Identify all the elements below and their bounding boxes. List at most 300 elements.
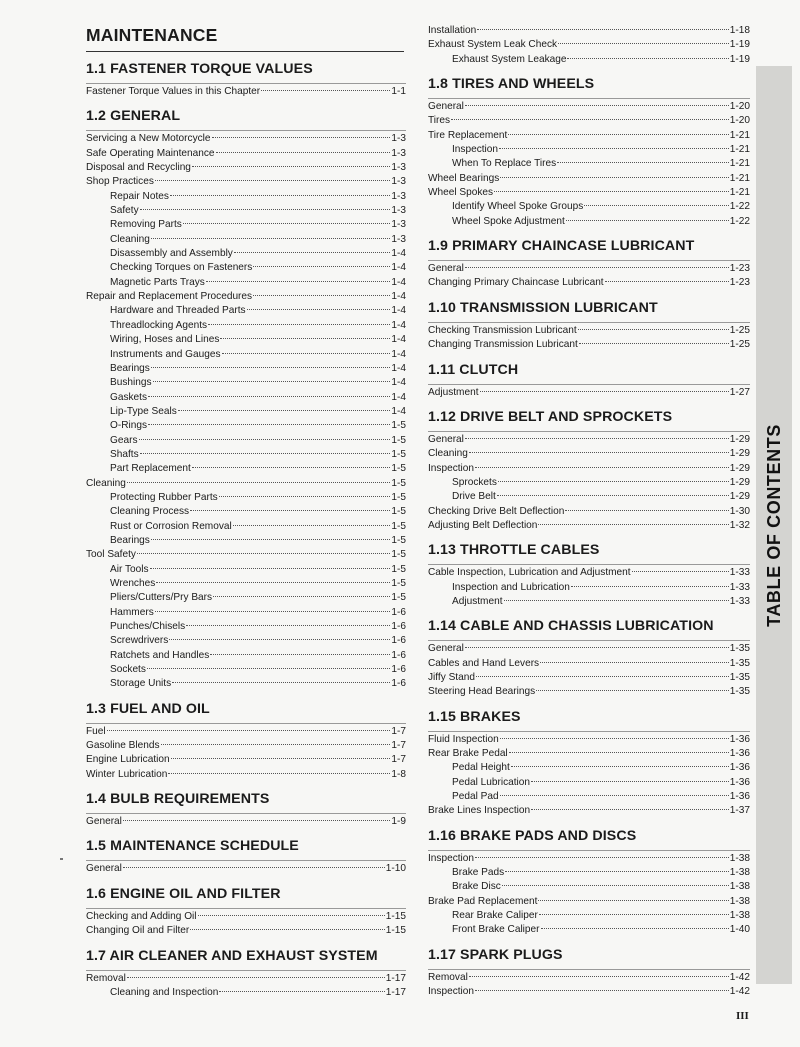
toc-entry[interactable] [86, 768, 406, 782]
toc-entry[interactable] [428, 880, 750, 894]
section-title[interactable]: 1.11 CLUTCH [428, 361, 519, 378]
toc-entry-label: Cleaning and Inspection [110, 986, 219, 998]
toc-entry-page: 1-4 [391, 377, 406, 389]
toc-entry[interactable] [86, 233, 406, 247]
dot-leader [186, 625, 390, 626]
toc-entry[interactable] [86, 85, 406, 99]
toc-entry-page: 1-23 [729, 277, 750, 289]
toc-entry-page: 1-3 [391, 219, 406, 231]
toc-entry-page: 1-4 [391, 348, 406, 360]
toc-entry-label: Disposal and Recycling [86, 162, 191, 174]
dot-leader [531, 809, 729, 810]
toc-entry-label: Cleaning Process [110, 506, 190, 518]
section-title[interactable]: 1.2 GENERAL [86, 108, 181, 125]
toc-entry-label: Fastener Torque Values in this Chapter [86, 86, 261, 97]
toc-entry-label: Identify Wheel Spoke Groups [452, 201, 584, 213]
toc-entry[interactable] [428, 985, 750, 999]
section-entries [428, 969, 750, 1000]
toc-entry-page: 1-22 [729, 215, 750, 227]
dot-leader [219, 496, 391, 497]
dot-leader [475, 990, 729, 991]
dot-leader [558, 43, 729, 44]
dot-leader [169, 639, 390, 640]
toc-entry[interactable] [86, 175, 406, 189]
dot-leader [155, 611, 391, 612]
toc-section [86, 108, 406, 691]
section-title[interactable]: 1.4 BULB REQUIREMENTS [86, 791, 270, 808]
toc-entry[interactable] [428, 761, 750, 775]
section-entries [428, 850, 750, 938]
toc-section [428, 300, 750, 353]
dot-leader [557, 162, 729, 163]
toc-entry-page: 1-6 [391, 649, 406, 661]
toc-entry-label: Removal [428, 971, 468, 983]
toc-entry-page: 1-4 [391, 291, 406, 303]
toc-entry-label: Adjustment [452, 595, 503, 607]
dot-leader [469, 452, 729, 453]
toc-entry[interactable] [428, 505, 750, 519]
dot-leader [494, 191, 729, 192]
dot-leader [571, 586, 729, 587]
toc-entry-page: 1-5 [391, 563, 406, 575]
section-entries [428, 731, 750, 819]
toc-entry-label: Installation [428, 25, 477, 36]
toc-section [86, 791, 406, 829]
toc-entry-label: Steering Head Bearings [428, 686, 536, 698]
toc-entry[interactable] [428, 53, 750, 67]
dot-leader [161, 744, 391, 745]
section-title[interactable]: 1.3 FUEL AND OIL [86, 700, 210, 717]
toc-entry[interactable] [428, 490, 750, 504]
section-title[interactable]: 1.9 PRIMARY CHAINCASE LUBRICANT [428, 238, 695, 255]
toc-entry-page: 1-3 [391, 233, 406, 245]
toc-entry[interactable] [428, 476, 750, 490]
dot-leader [171, 758, 391, 759]
toc-entry-page: 1-6 [391, 635, 406, 647]
toc-entry-label: Checking Drive Belt Deflection [428, 505, 565, 517]
toc-section [428, 709, 750, 819]
toc-entry-page: 1-4 [391, 262, 406, 274]
dot-leader [253, 295, 390, 296]
toc-entry[interactable] [428, 129, 750, 143]
toc-entry[interactable] [428, 262, 750, 276]
toc-entry[interactable] [86, 276, 406, 290]
dot-leader [140, 209, 391, 210]
right-column [428, 0, 750, 999]
toc-entry-label: Checking Torques on Fasteners [110, 262, 253, 274]
dot-leader [605, 281, 729, 282]
toc-entry-page: 1-18 [729, 25, 750, 36]
toc-entry[interactable] [428, 852, 750, 866]
dot-leader [168, 773, 390, 774]
side-tab-label: TABLE OF CONTENTS [763, 423, 784, 627]
toc-entry[interactable] [86, 505, 406, 519]
toc-entry-page: 1-3 [391, 147, 406, 159]
toc-entry[interactable] [86, 548, 406, 562]
toc-entry-page: 1-36 [729, 748, 750, 759]
toc-entry[interactable] [428, 462, 750, 476]
toc-entry[interactable] [428, 866, 750, 880]
dot-leader [539, 914, 729, 915]
toc-entry-label: Rear Brake Caliper [452, 910, 538, 922]
section-entries [86, 723, 406, 782]
toc-entry-label: Pliers/Cutters/Pry Bars [110, 592, 213, 604]
toc-entry[interactable] [428, 747, 750, 761]
dot-leader [499, 148, 729, 149]
toc-entry[interactable] [428, 100, 750, 114]
toc-entry[interactable] [86, 132, 406, 146]
toc-entry-label: Brake Lines Inspection [428, 805, 531, 817]
toc-entry[interactable] [428, 447, 750, 461]
toc-entry-label: Inspection [452, 144, 499, 156]
toc-entry-page: 1-32 [729, 519, 750, 531]
toc-section [86, 948, 406, 1001]
dot-leader [578, 329, 729, 330]
dot-leader [140, 453, 391, 454]
toc-entry[interactable] [86, 247, 406, 261]
toc-section [428, 618, 750, 699]
toc-entry[interactable] [428, 24, 750, 38]
toc-entry-page: 1-5 [391, 463, 406, 475]
toc-entry-page: 1-38 [729, 910, 750, 922]
toc-entry[interactable] [86, 290, 406, 304]
toc-entry-label: Brake Pads [452, 867, 505, 879]
toc-entry-page: 1-42 [729, 986, 750, 998]
toc-entry[interactable] [428, 324, 750, 338]
dot-leader [500, 738, 729, 739]
toc-entry[interactable] [428, 114, 750, 128]
dot-leader [219, 991, 384, 992]
toc-entry-label: Wheel Spokes [428, 187, 494, 199]
toc-entry-page: 1-22 [729, 201, 750, 213]
toc-entry[interactable] [86, 419, 406, 433]
toc-entry[interactable] [86, 348, 406, 362]
dot-leader [538, 900, 728, 901]
toc-section [86, 838, 406, 876]
toc-entry[interactable] [428, 685, 750, 699]
toc-entry[interactable] [86, 462, 406, 476]
toc-entry-label: Rear Brake Pedal [428, 748, 508, 759]
dot-leader [172, 682, 390, 683]
section-entries [86, 813, 406, 829]
toc-entry-page: 1-5 [391, 592, 406, 604]
section-entries [86, 908, 406, 939]
toc-entry-page: 1-21 [729, 158, 750, 170]
toc-entry-label: Gears [110, 434, 138, 446]
toc-entry[interactable] [86, 620, 406, 634]
toc-entry-page: 1-4 [391, 334, 406, 346]
dot-leader [261, 90, 390, 91]
toc-entry-label: Removal [86, 972, 126, 984]
toc-entry-label: Removing Parts [110, 219, 182, 231]
dot-leader [212, 137, 391, 138]
toc-entry-page: 1-29 [729, 448, 750, 460]
toc-entry[interactable] [428, 566, 750, 580]
dot-leader [151, 539, 391, 540]
toc-entry-label: Wheel Spoke Adjustment [452, 215, 565, 227]
toc-entry[interactable] [86, 972, 406, 986]
toc-entry-page: 1-35 [729, 643, 750, 655]
toc-entry[interactable] [86, 147, 406, 161]
dot-leader [213, 596, 390, 597]
section-title[interactable]: 1.5 MAINTENANCE SCHEDULE [86, 838, 299, 855]
toc-entry[interactable] [86, 924, 406, 938]
toc-entry-label: Engine Lubrication [86, 754, 170, 766]
toc-entry-label: Exhaust System Leak Check [428, 39, 558, 51]
dot-leader [511, 766, 729, 767]
toc-section [86, 61, 406, 99]
toc-entry-page: 1-3 [391, 162, 406, 174]
dot-leader [148, 424, 390, 425]
left-sections [86, 61, 406, 1000]
toc-entry[interactable] [86, 520, 406, 534]
dot-leader [127, 977, 385, 978]
toc-entry[interactable] [428, 519, 750, 533]
toc-entry-page: 1-5 [391, 520, 406, 532]
toc-entry[interactable] [86, 448, 406, 462]
toc-entry-page: 1-29 [729, 491, 750, 503]
section-title[interactable]: 1.15 BRAKES [428, 708, 521, 725]
toc-entry-page: 1-15 [385, 925, 406, 937]
dot-leader [565, 510, 728, 511]
toc-section [428, 238, 750, 291]
toc-entry-page: 1-5 [391, 420, 406, 432]
toc-entry[interactable] [428, 38, 750, 52]
toc-entry[interactable] [86, 333, 406, 347]
toc-entry[interactable] [428, 215, 750, 229]
toc-entry[interactable] [86, 649, 406, 663]
toc-entry-label: Adjusting Belt Deflection [428, 519, 538, 531]
toc-entry[interactable] [86, 405, 406, 419]
dot-leader [123, 867, 385, 868]
toc-entry[interactable] [428, 642, 750, 656]
scan-speck [60, 858, 63, 860]
dot-leader [538, 524, 728, 525]
chapter-title: MAINTENANCE [86, 25, 404, 52]
toc-entry-page: 1-4 [391, 405, 406, 417]
toc-entry-label: Safe Operating Maintenance [86, 147, 215, 159]
toc-entry-label: Rust or Corrosion Removal [110, 520, 232, 532]
section-title[interactable]: 1.7 AIR CLEANER AND EXHAUST SYSTEM [86, 947, 378, 964]
dot-leader [222, 353, 391, 354]
toc-entry[interactable] [86, 161, 406, 175]
section-entries [86, 83, 406, 99]
toc-entry[interactable] [428, 386, 750, 400]
toc-entry-label: Servicing a New Motorcycle [86, 133, 211, 145]
toc-entry[interactable] [428, 595, 750, 609]
toc-entry-label: Cleaning [428, 448, 468, 460]
toc-entry[interactable] [86, 477, 406, 491]
section-title[interactable]: 1.1 FASTENER TORQUE VALUES [86, 61, 313, 77]
dot-leader [139, 439, 391, 440]
toc-entry[interactable] [86, 391, 406, 405]
dot-leader [465, 105, 729, 106]
toc-entry-label: Sprockets [452, 476, 497, 488]
toc-entry-page: 1-40 [729, 924, 750, 936]
dot-leader [148, 396, 390, 397]
toc-entry-page: 1-3 [391, 205, 406, 217]
toc-entry-label: Shop Practices [86, 176, 154, 188]
toc-entry[interactable] [86, 304, 406, 318]
toc-entry[interactable] [86, 577, 406, 591]
section-entries [428, 564, 750, 609]
toc-entry[interactable] [86, 362, 406, 376]
dot-leader [541, 928, 729, 929]
toc-entry-page: 1-4 [391, 319, 406, 331]
dot-leader [500, 795, 729, 796]
section-title[interactable]: 1.6 ENGINE OIL AND FILTER [86, 885, 281, 902]
toc-entry-label: Winter Lubrication [86, 768, 168, 780]
dot-leader [153, 381, 391, 382]
toc-entry[interactable] [428, 338, 750, 352]
toc-entry[interactable] [86, 534, 406, 548]
toc-entry[interactable] [428, 671, 750, 685]
dot-leader [498, 481, 729, 482]
toc-section [428, 828, 750, 938]
toc-entry-page: 1-35 [729, 686, 750, 698]
toc-entry-label: Inspection [428, 986, 475, 998]
dot-leader [566, 220, 729, 221]
toc-entry[interactable] [428, 276, 750, 290]
toc-entry-page: 1-10 [385, 863, 406, 875]
toc-entry-page: 1-29 [729, 433, 750, 445]
dot-leader [451, 119, 729, 120]
dot-leader [192, 467, 391, 468]
toc-entry[interactable] [428, 143, 750, 157]
toc-entry-label: Changing Primary Chaincase Lubricant [428, 277, 604, 289]
toc-entry[interactable] [428, 157, 750, 171]
toc-entry-label: Front Brake Caliper [452, 924, 540, 936]
toc-entry[interactable] [86, 204, 406, 218]
toc-entry[interactable] [428, 923, 750, 937]
toc-entry[interactable] [86, 663, 406, 677]
toc-section [428, 947, 750, 1000]
toc-entry-label: Part Replacement [110, 463, 191, 475]
toc-entry-label: Ratchets and Handles [110, 649, 210, 661]
toc-entry[interactable] [86, 491, 406, 505]
toc-entry[interactable] [86, 753, 406, 767]
section-title[interactable]: 1.10 TRANSMISSION LUBRICANT [428, 299, 658, 316]
toc-entry[interactable] [86, 739, 406, 753]
toc-entry[interactable] [86, 634, 406, 648]
section-title[interactable]: 1.17 SPARK PLUGS [428, 946, 563, 963]
toc-entry-label: Checking Transmission Lubricant [428, 324, 577, 336]
section-title[interactable]: 1.16 BRAKE PADS AND DISCS [428, 827, 637, 844]
toc-entry-page: 1-15 [385, 910, 406, 922]
toc-entry[interactable] [86, 606, 406, 620]
toc-entry-page: 1-42 [729, 971, 750, 983]
toc-entry[interactable] [86, 862, 406, 876]
toc-entry-page: 1-33 [729, 595, 750, 607]
dot-leader [253, 266, 390, 267]
toc-entry[interactable] [428, 733, 750, 747]
toc-entry-page: 1-17 [385, 972, 406, 984]
toc-entry[interactable] [86, 725, 406, 739]
dot-leader [475, 467, 729, 468]
toc-entry-page: 1-5 [391, 578, 406, 589]
toc-entry-label: General [428, 263, 464, 275]
dot-leader [216, 152, 391, 153]
toc-entry[interactable] [428, 909, 750, 923]
toc-entry[interactable] [428, 172, 750, 186]
toc-entry-page: 1-29 [729, 462, 750, 474]
toc-entry[interactable] [428, 971, 750, 985]
toc-entry[interactable] [86, 190, 406, 204]
toc-entry-label: Tires [428, 115, 451, 127]
section-title[interactable]: 1.14 CABLE AND CHASSIS LUBRICATION [428, 618, 714, 635]
section-title[interactable]: 1.13 THROTTLE CABLES [428, 542, 600, 559]
dot-leader [151, 238, 391, 239]
toc-entry[interactable] [428, 657, 750, 671]
toc-entry[interactable] [86, 677, 406, 691]
toc-entry[interactable] [86, 563, 406, 577]
toc-entry-page: 1-3 [391, 176, 406, 188]
toc-entry[interactable] [86, 591, 406, 605]
toc-entry-page: 1-5 [391, 534, 406, 546]
toc-entry[interactable] [86, 815, 406, 829]
toc-entry-page: 1-29 [729, 476, 750, 488]
toc-entry-page: 1-35 [729, 657, 750, 669]
toc-entry[interactable] [86, 986, 406, 1000]
dot-leader [137, 553, 390, 554]
left-column [86, 0, 406, 1000]
toc-entry[interactable] [428, 200, 750, 214]
toc-entry-page: 1-35 [729, 671, 750, 683]
section-entries [428, 322, 750, 353]
toc-entry-label: Lip-Type Seals [110, 405, 177, 417]
toc-entry-label: Fuel [86, 725, 106, 737]
toc-entry-label: Screwdrivers [110, 635, 169, 647]
toc-section [428, 409, 750, 533]
dot-leader [247, 309, 391, 310]
toc-entry[interactable] [86, 910, 406, 924]
toc-entry[interactable] [428, 581, 750, 595]
toc-entry-page: 1-3 [391, 133, 406, 145]
toc-entry-label: Cable Inspection, Lubrication and Adjustment [428, 567, 631, 579]
toc-entry-page: 1-38 [729, 867, 750, 879]
dot-leader [190, 929, 385, 930]
dot-leader [502, 885, 729, 886]
section-title[interactable]: 1.12 DRIVE BELT AND SPROCKETS [428, 408, 673, 425]
toc-entry[interactable] [428, 804, 750, 818]
toc-entry-label: Threadlocking Agents [110, 319, 208, 331]
toc-entry[interactable] [428, 895, 750, 909]
toc-entry[interactable] [428, 790, 750, 804]
dot-leader [505, 871, 729, 872]
toc-entry[interactable] [86, 434, 406, 448]
dot-leader [107, 730, 391, 731]
toc-entry[interactable] [86, 319, 406, 333]
toc-entry[interactable] [86, 376, 406, 390]
toc-section [86, 701, 406, 782]
toc-entry-page: 1-7 [391, 740, 406, 752]
dot-leader [150, 568, 391, 569]
toc-entry[interactable] [86, 218, 406, 232]
dot-leader [183, 223, 391, 224]
toc-entry-label: Safety [110, 205, 139, 217]
toc-entry[interactable] [428, 186, 750, 200]
dot-leader [208, 324, 390, 325]
toc-entry[interactable] [428, 776, 750, 790]
toc-entry-page: 1-21 [729, 144, 750, 156]
page-number: III [736, 1010, 749, 1022]
toc-entry-label: Hardware and Threaded Parts [110, 305, 246, 317]
toc-entry[interactable] [428, 433, 750, 447]
toc-entry[interactable] [86, 261, 406, 275]
dot-leader [497, 495, 729, 496]
dot-leader [469, 976, 729, 977]
section-title[interactable]: 1.8 TIRES AND WHEELS [428, 76, 595, 93]
